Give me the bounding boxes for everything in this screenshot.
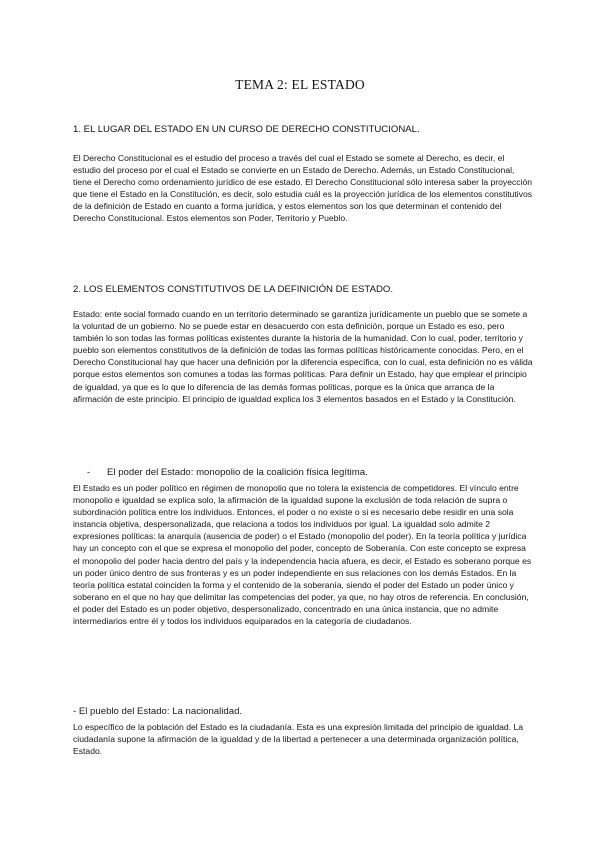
section-1-paragraph: El Derecho Constitucional es el estudio del proceso a través del cual el Estado se somete al Derecho, es decir, el estudio del proceso por el cual el Estado se convierte en un Estado de Derecho. Además, un Estado Constitucional, tiene el Derecho como ordenamiento jurídico de ese estado. El Derecho Constitucional sólo interesa saber la proyección que tiene el Estado en la Constitución, es decir, solo estudia cuál es la proyección jurídica de los elementos constitutivos de la definición de Estado en cuanto a forma jurídica, y estos elementos son los que determinan el contenido del Derecho Constitucional. Estos elementos son Poder, Territorio y Pueblo. bbox=[73, 153, 533, 224]
section-2-heading: 2. LOS ELEMENTOS CONSTITUTIVOS DE LA DEFINICIÓN DE ESTADO. bbox=[73, 284, 394, 295]
subheading-pueblo: - El pueblo del Estado: La nacionalidad. bbox=[73, 706, 243, 717]
bullet-title: El poder del Estado: monopolio de la coalición física legítima. bbox=[107, 467, 368, 478]
bullet-dash: - bbox=[87, 467, 91, 478]
document-title: TEMA 2: EL ESTADO bbox=[235, 77, 365, 92]
pueblo-paragraph: Lo específico de la población del Estado es la ciudadanía. Esta es una expresión limitada del principio de igualdad. La ciudadanía supone la afirmación de la igualdad y de la libertad a pertenecer a una determinada organización política, Estado. bbox=[73, 722, 524, 757]
section-1-heading: 1. EL LUGAR DEL ESTADO EN UN CURSO DE DERECHO CONSTITUCIONAL. bbox=[73, 124, 420, 135]
poder-paragraph: El Estado es un poder político en régimen de monopolio que no tolera la existencia de competidores. El vínculo entre monopolio e igualdad se explica solo, la afirmación de la igualdad supone la exclusión de toda relación de supra o subordinación política entre los individuos. Entonces, el poder o no existe o si es necesario debe residir en una sola instancia objetiva, despersonalizada, que relaciona a todos los individuos por igual. La igualdad solo admite 2 expresiones políticas: la anarquía (ausencia de poder) o el Estado (monopolio del poder). En la teoría política y jurídica hay un concepto con el que se expresa el monopolio del poder, concepto de Soberanía. Con este concepto se expresa el monopolio del poder hacia dentro del país y la independencia hacia afuera, es decir, el Estado es soberano porque es un poder único dentro de sus fronteras y es un poder independiente en sus relaciones con los demás Estados. En la teoría política estatal coinciden la forma y el contenido de la soberanía, siendo el poder del Estado un poder único y soberano en el que no hay que delimitar las competencias del poder, ya que, no hay otros de referencia. En conclusión, el poder del Estado es un poder objetivo, despersonalizado, concentrado en una única instancia, que no admite intermediarios entre él y todos los individuos equiparados en la categoría de ciudadanos. bbox=[73, 483, 532, 627]
section-2-paragraph: Estado: ente social formado cuando en un territorio determinado se garantiza jurídicamente un pueblo que se somete a la voluntad de un gobierno. No se puede estar en desacuerdo con esta definición, porque un Estado es eso, pero también lo son todas las formas políticas existentes durante la historia de la humanidad. Con lo cual, poder, territorio y pueblo son elementos constitutivos de la definición de todas las formas políticas históricamente conocidas. Pero, en el Derecho Constitucional hay que hacer una definición por la diferencia específica, con lo cual, esta definición no es válida porque estos elementos son comunes a todas las formas políticas. Para definir un Estado, hay que emplear el principio de igualdad, ya que es lo que lo diferencia de las demás formas políticas, porque es la única que arranca de la afirmación de este principio. El principio de igualdad explica los 3 elementos basados en el Estado y la Constitución. bbox=[73, 309, 533, 404]
bullet-heading-poder bbox=[87, 467, 368, 478]
